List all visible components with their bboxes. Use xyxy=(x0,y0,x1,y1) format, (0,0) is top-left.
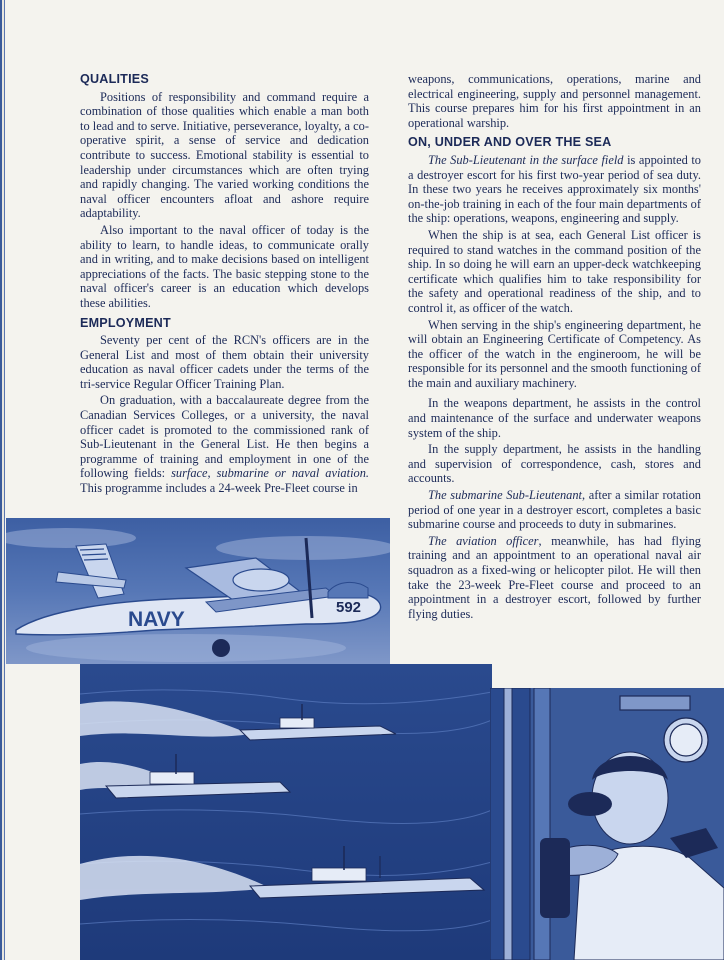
ships-photo xyxy=(80,664,492,960)
aircraft-photo-graphic xyxy=(6,518,390,664)
employment-heading: EMPLOYMENT xyxy=(80,315,171,330)
submarine-paragraph xyxy=(408,488,701,532)
submarine-officer-photo-graphic xyxy=(490,688,724,960)
aviation-paragraph xyxy=(408,534,701,622)
aircraft-navy-marking: NAVY xyxy=(128,608,185,631)
surface-paragraph xyxy=(408,153,701,226)
aviation-text: , meanwhile, has had flying training and an appointment to an operational naval air squadron as a fixed-wing or helicopter pilot. He will then take the 23-week Pre-Fleet course and proceed to an appointment in a destroyer escort, followed by further flying duties. xyxy=(408,533,702,621)
aviation-lead: The aviation officer xyxy=(428,533,539,548)
employment-p2-text-a: On graduation, with a baccalaureate degree from the Canadian Services Colleges, or a university, the naval officer cadet is promoted to the commissioned rank of Sub-Lieutenant in the General List. He then begins a programme of training and employment in one of the following fields: xyxy=(80,393,369,481)
qualities-paragraph-2: Also important to the naval officer of today is the ability to learn, to handle ideas, to communicate orally and in writing, and to make decisions based on intelligent appreciations of the facts. The basic stepping stone to the naval officer's career is an education which develops these abilities. xyxy=(80,222,369,310)
qualities-paragraph-1: Positions of responsibility and command require a combination of those qualities which enable a man both to lead and to serve. Initiative, perseverance, loyalty, a co-operative spirit, a sense of service and dedication contribute to success. Emotional stability is essential to leadership under circumstances which are often trying and rapidly changing. The varied working conditions the naval officer encounters afloat and ashore require adaptability. xyxy=(80,89,369,221)
continuation-paragraph: weapons, communications, operations, marine and electrical engineering, supply and personnel management. This course prepares him for his first appointment in an operational warship. xyxy=(408,72,701,130)
engineering-paragraph: When serving in the ship's engineering department, he will obtain an Engineering Certificate of Competency. As the officer of the watch in the engineroom, he will be responsible for its personnel and the smooth functioning of the main and auxiliary machinery. xyxy=(408,317,701,390)
submarine-text: , after a similar rotation period of one year in a destroyer escort, completes a basic submarine course and proceeds to duty in submarines. xyxy=(408,488,701,532)
left-column xyxy=(80,72,369,496)
page-binding-edge xyxy=(0,0,8,960)
ships-photo-graphic xyxy=(80,664,492,960)
employment-p2-text-b: This programme includes a 24-week Pre-Fleet course in xyxy=(80,481,358,496)
submarine-officer-photo xyxy=(490,688,724,960)
weapons-paragraph: In the weapons department, he assists in the control and maintenance of the surface and underwater weapons system of the ship. xyxy=(408,396,701,440)
surface-text: is appointed to a destroyer escort for his first two-year period of sea duty. In these two years he receives approximately six months' on-the-job training in each of the four main departments of the ship: operations, weapons, engineering and supply. xyxy=(408,152,701,226)
aircraft-photo xyxy=(6,518,390,664)
employment-p2-fields: surface, submarine or naval aviation. xyxy=(171,466,369,481)
right-column xyxy=(408,72,701,621)
submarine-lead: The submarine Sub-Lieutenant xyxy=(428,488,582,503)
employment-paragraph-1: Seventy per cent of the RCN's officers are in the General List and most of them obtain their university education as naval officer cadets under the terms of the tri-service Regular Officer Training Plan. xyxy=(80,333,369,391)
employment-paragraph-2 xyxy=(80,393,369,495)
supply-paragraph: In the supply department, he assists in the handling and supervision of correspondence, cash, stores and accounts. xyxy=(408,442,701,486)
sea-heading: ON, UNDER AND OVER THE SEA xyxy=(408,135,612,150)
surface-lead: The Sub-Lieutenant in the surface field xyxy=(428,152,624,167)
aircraft-number-marking: 592 xyxy=(336,599,362,616)
qualities-heading: QUALITIES xyxy=(80,72,149,86)
watch-paragraph: When the ship is at sea, each General List officer is required to stand watches in the command position of the ship. In so doing he will earn an upper-deck watchkeeping certificate which qualifies him to take responsibility for the safety and operational readiness of the ship, and to control it, as officer of the watch. xyxy=(408,227,701,315)
